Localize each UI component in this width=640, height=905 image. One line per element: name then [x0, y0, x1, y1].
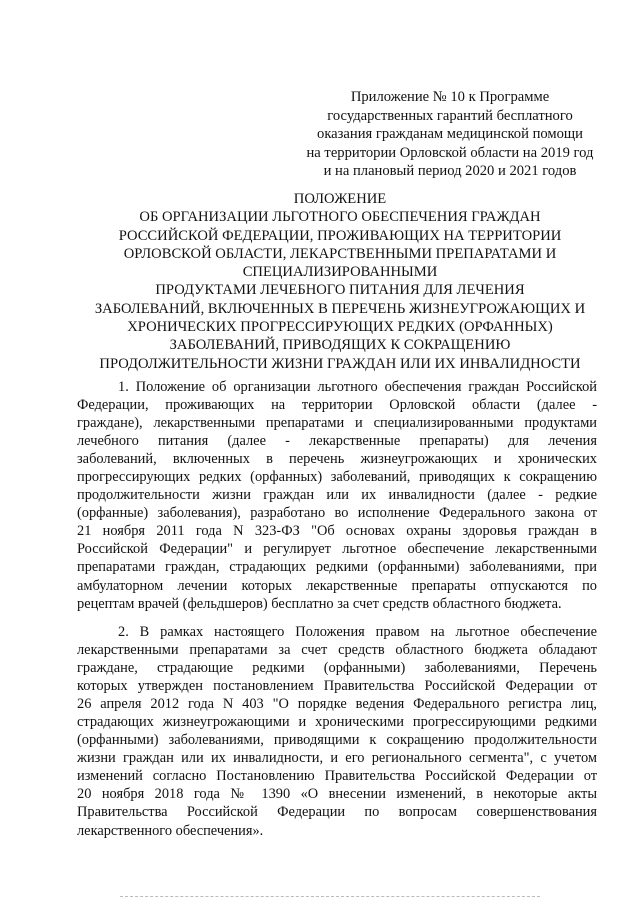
title-line: ЗАБОЛЕВАНИЙ, ПРИВОДЯЩИХ К СОКРАЩЕНИЮ — [169, 337, 511, 354]
paragraph-line: (орфанными) заболеваниями, приводящими к сокращению продолжительности — [77, 732, 597, 749]
paragraph-line: Правительства Российской Федерации по вопросам совершенствования — [77, 804, 597, 821]
title-line: РОССИЙСКОЙ ФЕДЕРАЦИИ, ПРОЖИВАЮЩИХ НА ТЕРРИТОРИИ — [118, 227, 562, 244]
paragraph-line: граждане, страдающие редкими (орфанными) заболеваниями, Перечень — [77, 660, 597, 677]
paragraph-line: 2. В рамках настоящего Положения правом на льготное обеспечение — [118, 624, 597, 640]
paragraph-line: жизни граждан или их инвалидности, и его регионального сегмента", с учетом — [77, 750, 597, 767]
appendix-line: Приложение № 10 к Программе — [350, 89, 550, 105]
paragraph-line: 26 апреля 2012 года N 403 "О порядке ведения Федерального регистра лиц, — [77, 696, 597, 713]
appendix-line: на территории Орловской области на 2019 год — [306, 144, 594, 161]
appendix-line: государственных гарантий бесплатного — [327, 107, 573, 124]
paragraph-line: 20 ноября 2018 года № 1390 «О внесении изменений, в некоторые акты — [77, 786, 597, 803]
paragraph-line: заболеваний, включенных в перечень жизнеугрожающих и хронических — [77, 451, 597, 468]
title-line: ЗАБОЛЕВАНИЙ, ВКЛЮЧЕННЫХ В ПЕРЕЧЕНЬ ЖИЗНЕУГРОЖАЮЩИХ И — [94, 300, 586, 317]
paragraph-line: граждане), лекарственными препаратами и специализированными продуктами — [77, 415, 597, 432]
title-line: ПРОДОЛЖИТЕЛЬНОСТИ ЖИЗНИ ГРАЖДАН ИЛИ ИХ ИНВАЛИДНОСТИ — [99, 355, 581, 372]
title-line: ОРЛОВСКОЙ ОБЛАСТИ, ЛЕКАРСТВЕННЫМИ ПРЕПАРАТАМИ И — [123, 245, 557, 262]
paragraph-line: (орфанные) заболевания), разработано во исполнение Федерального закона от — [77, 505, 597, 522]
paragraph-line: страдающих жизнеугрожающими и хроническими прогрессирующими редкими — [77, 714, 597, 731]
paragraph-line: лекарственного обеспечения». — [77, 822, 264, 839]
paragraph-line: амбулаторном лечении которых лекарственные препараты отпускаются по — [77, 577, 597, 594]
paragraph-line: которых утвержден постановлением Правительства Российской Федерации от — [77, 678, 597, 695]
paragraph-line: рецептам врачей (фельдшеров) бесплатно за счет средств областного бюджета. — [77, 595, 562, 612]
paragraph-line: Федерации, проживающих на территории Орловской области (далее - — [77, 397, 597, 414]
paragraph-line: Российской Федерации" и регулирует льготное обеспечение лекарственными — [77, 541, 597, 558]
appendix-line: оказания гражданам медицинской помощи — [317, 126, 583, 143]
paragraph-line: препаратами граждан, страдающих редкими (орфанными) заболеваниями, при — [77, 559, 597, 576]
paragraph-line: лечебного питания (далее - лекарственные препараты) для лечения — [77, 433, 597, 450]
appendix-line: и на плановый период 2020 и 2021 годов — [323, 163, 577, 180]
scan-edge-divider — [120, 896, 540, 897]
paragraph-line: лекарственными препаратами за счет средств областного бюджета обладают — [77, 642, 597, 659]
paragraph-line: 21 ноября 2011 года N 323-ФЗ "Об основах охраны здоровья граждан в — [77, 523, 597, 540]
paragraph-line: продолжительности жизни граждан или их инвалидности (далее - редкие — [77, 487, 597, 504]
paragraph-line: 1. Положение об организации льготного обеспечения граждан Российской — [118, 379, 597, 395]
title-line: ОБ ОРГАНИЗАЦИИ ЛЬГОТНОГО ОБЕСПЕЧЕНИЯ ГРАЖДАН — [139, 209, 541, 226]
paragraph-line: прогрессирующих редких (орфанных) заболеваний, приводящих к сокращению — [77, 469, 597, 486]
title-line: ПРОДУКТАМИ ЛЕЧЕБНОГО ПИТАНИЯ ДЛЯ ЛЕЧЕНИЯ — [155, 282, 525, 299]
title-line: ХРОНИЧЕСКИХ ПРОГРЕССИРУЮЩИХ РЕДКИХ (ОРФАННЫХ) — [127, 319, 553, 336]
document-title — [60, 190, 620, 373]
paragraph-1 — [77, 378, 597, 613]
appendix-reference — [290, 88, 610, 181]
title-line: ПОЛОЖЕНИЕ — [293, 191, 387, 207]
paragraph-line: изменений согласно Постановлению Правительства Российской Федерации от — [77, 768, 597, 785]
title-line: СПЕЦИАЛИЗИРОВАННЫМИ — [242, 264, 438, 281]
paragraph-2 — [77, 623, 597, 840]
